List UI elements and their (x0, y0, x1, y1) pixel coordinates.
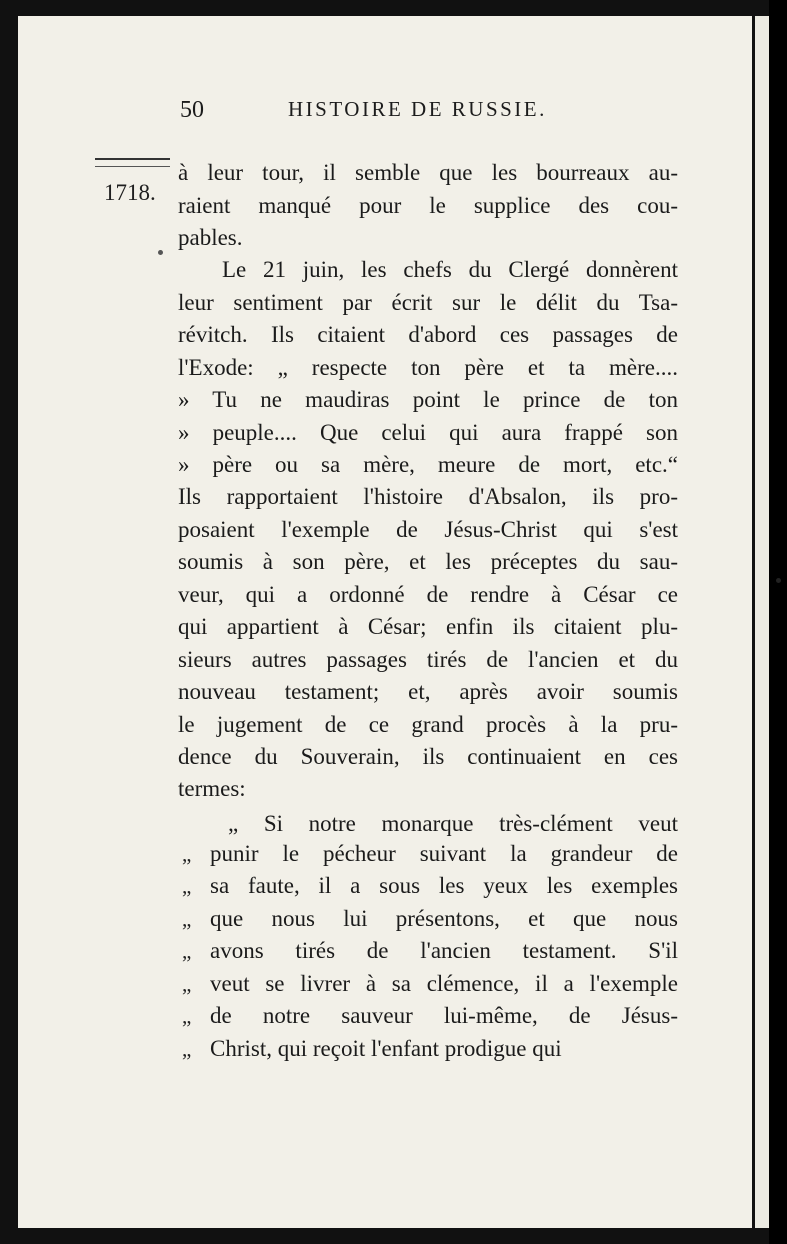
text-line: Ils rapportaient l'histoire d'Absalon, ils pro- (178, 484, 678, 509)
quote-marker: „ (182, 939, 192, 963)
text-line: à leur tour, il semble que les bourreaux au- (178, 160, 678, 185)
margin-rule-thin (95, 166, 170, 167)
text-line: pables. (178, 225, 243, 250)
quote-line: que nous lui présentons, et que nous (210, 906, 678, 931)
text-line: raient manqué pour le supplice des cou- (178, 193, 678, 218)
text-line: dence du Souverain, ils continuaient en ces (178, 744, 678, 769)
text-line: » peuple.... Que celui qui aura frappé son (178, 420, 678, 445)
text-line: l'Exode: „ respecte ton père et ta mère.... (178, 355, 678, 380)
text-line: » Tu ne maudiras point le prince de ton (178, 387, 678, 412)
quote-line: Christ, qui reçoit l'enfant prodigue qui (210, 1036, 562, 1061)
text-line: révitch. Ils citaient d'abord ces passages de (178, 322, 678, 347)
ink-spot (158, 250, 163, 255)
quote-line: de notre sauveur lui-même, de Jésus- (210, 1003, 678, 1028)
text-line: » père ou sa mère, meure de mort, etc.“ (178, 452, 678, 477)
text-line: termes: (178, 776, 246, 801)
margin-rule (95, 158, 170, 160)
text-line: nouveau testament; et, après avoir soumis (178, 679, 678, 704)
quote-line: sa faute, il a sous les yeux les exemples (210, 873, 678, 898)
quote-marker: „ (182, 1004, 192, 1028)
quote-line: veut se livrer à sa clémence, il a l'exemple (210, 971, 678, 996)
text-line: qui appartient à César; enfin ils citaient plu- (178, 614, 678, 639)
text-line: Le 21 juin, les chefs du Clergé donnèrent (222, 257, 678, 282)
quote-marker: „ (182, 842, 192, 866)
scan-border (769, 0, 787, 1244)
text-line: veur, qui a ordonné de rendre à César ce (178, 582, 678, 607)
quote-line: punir le pécheur suivant la grandeur de (210, 841, 678, 866)
text-line: posaient l'exemple de Jésus-Christ qui s'est (178, 517, 678, 542)
text-line: leur sentiment par écrit sur le délit du Tsa- (178, 290, 678, 315)
quote-marker: „ (182, 972, 192, 996)
margin-year: 1718. (104, 180, 156, 205)
page-number: 50 (180, 97, 204, 123)
quote-line: avons tirés de l'ancien testament. S'il (210, 938, 678, 963)
text-line: sieurs autres passages tirés de l'ancien et du (178, 647, 678, 672)
text-line: „ Si notre monarque très-clément veut (228, 811, 678, 836)
book-title: HISTOIRE DE RUSSIE. (288, 97, 547, 121)
quote-marker: „ (182, 907, 192, 931)
ink-spot (776, 578, 781, 583)
facing-page-edge (755, 16, 769, 1228)
quote-marker: „ (182, 1037, 192, 1061)
text-line: soumis à son père, et les préceptes du sau- (178, 549, 678, 574)
quote-marker: „ (182, 874, 192, 898)
running-head (180, 97, 680, 131)
text-line: le jugement de ce grand procès à la pru- (178, 712, 678, 737)
